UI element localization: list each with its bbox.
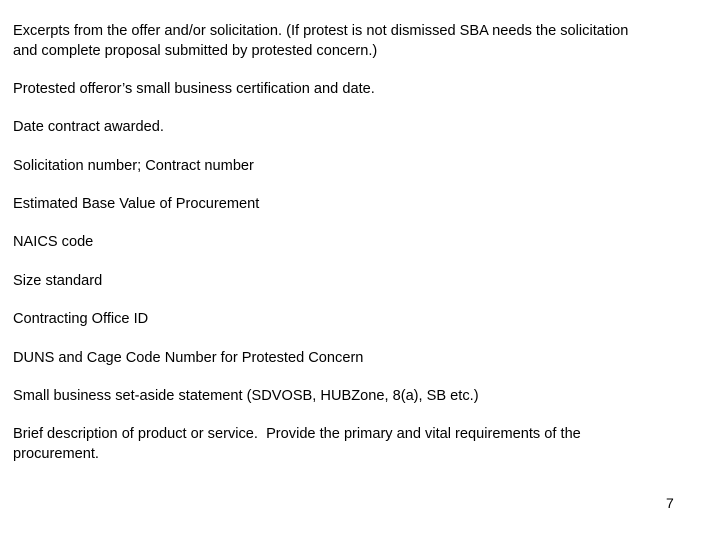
item-base-value: Estimated Base Value of Procurement [13, 196, 260, 212]
item-date-awarded: Date contract awarded. [13, 119, 164, 135]
item-solicitation-number: Solicitation number; Contract number [13, 158, 254, 174]
item-certification: Protested offeror’s small business certification and date. [13, 81, 375, 97]
item-description: Brief description of product or service. Provide the primary and vital requirements of the procurement. [13, 426, 581, 462]
item-contracting-office: Contracting Office ID [13, 311, 149, 327]
page-number: 7 [666, 495, 674, 511]
item-set-aside: Small business set-aside statement (SDVOSB, HUBZone, 8(a), SB etc.) [13, 388, 479, 404]
item-excerpts: Excerpts from the offer and/or solicitation. (If protest is not dismissed SBA needs the solicitation and complete proposal submitted by protested concern.) [13, 23, 629, 59]
item-duns-cage: DUNS and Cage Code Number for Protested Concern [13, 350, 364, 366]
item-size-standard: Size standard [13, 273, 103, 289]
item-naics-code: NAICS code [13, 234, 94, 250]
